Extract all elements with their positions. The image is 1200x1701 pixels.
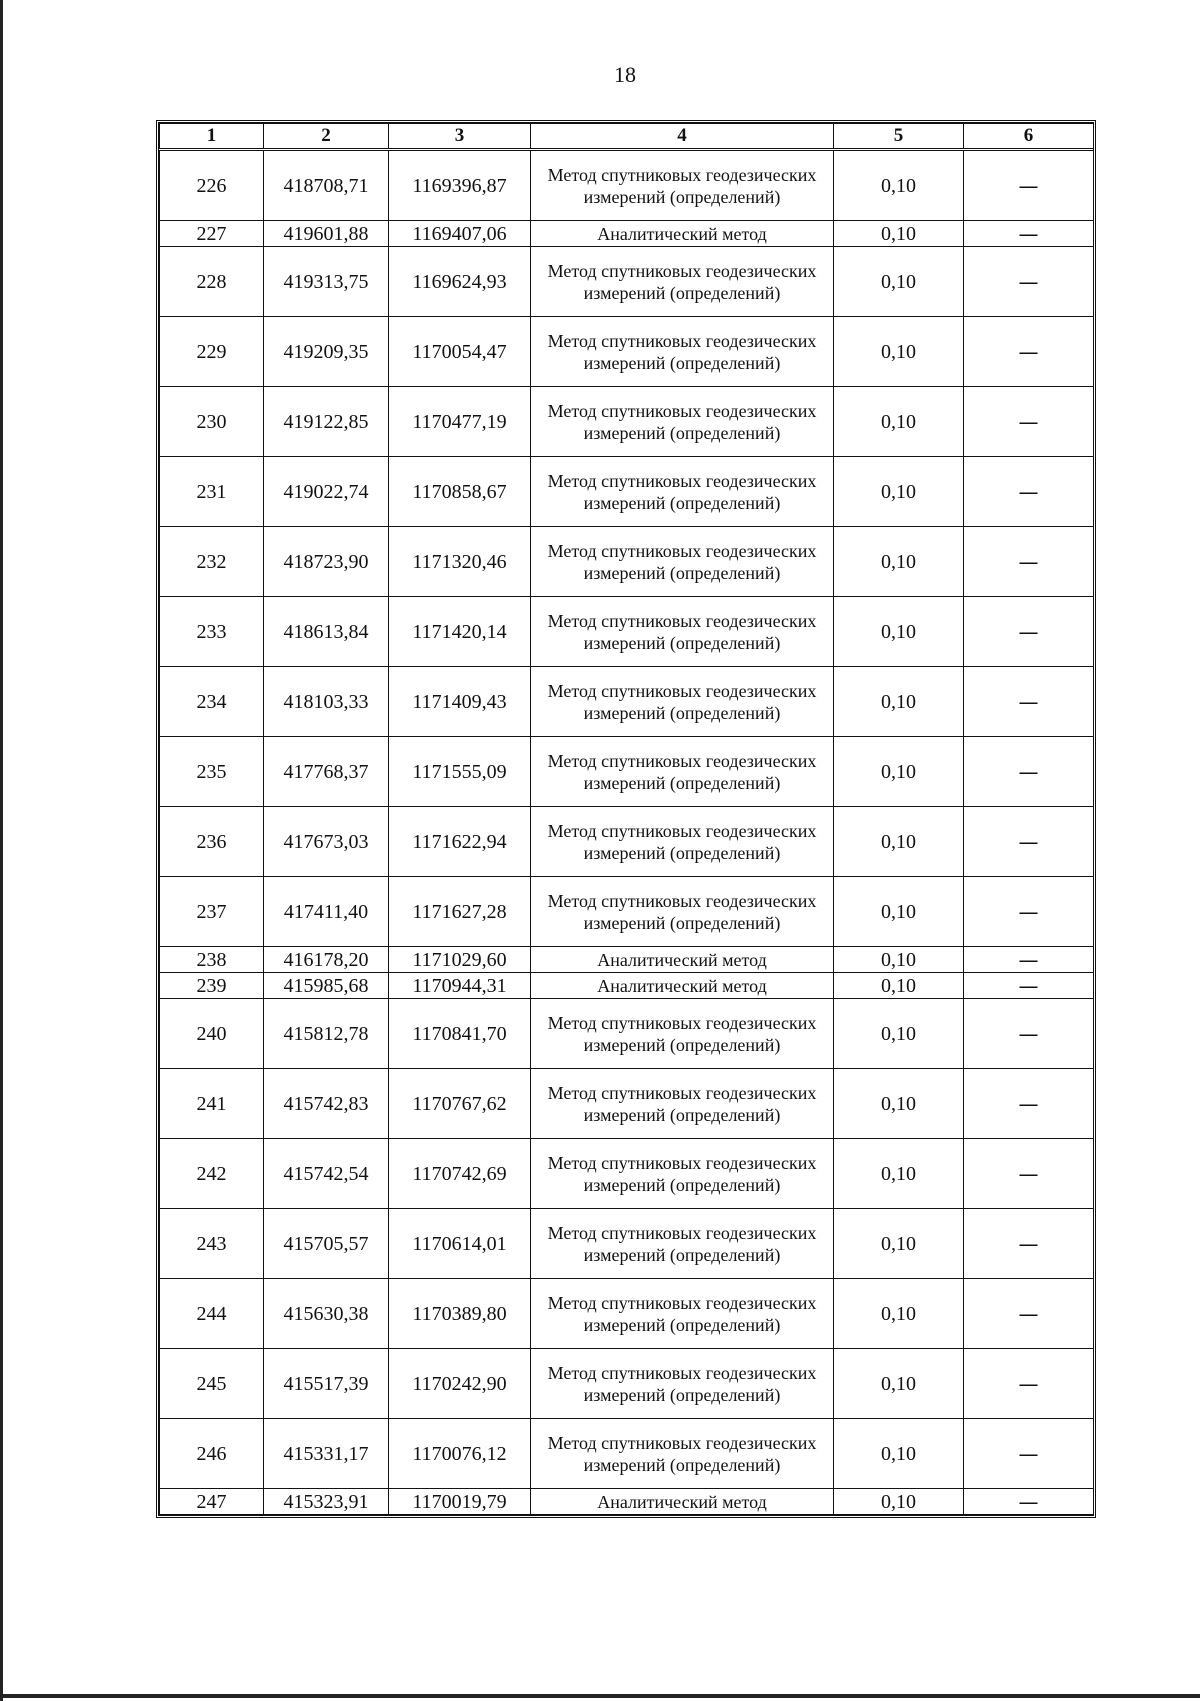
x-coordinate-cell: 418708,71 — [264, 150, 389, 221]
note-cell: — — [964, 317, 1094, 387]
table-row — [160, 597, 1094, 667]
y-coordinate-cell: 1170477,19 — [389, 387, 531, 457]
note-cell: — — [964, 527, 1094, 597]
page-number: 18 — [614, 62, 636, 87]
accuracy-cell: 0,10 — [834, 457, 964, 527]
y-coordinate-cell: 1170841,70 — [389, 999, 531, 1069]
table-row — [160, 1489, 1094, 1515]
y-coordinate-cell: 1169407,06 — [389, 221, 531, 247]
accuracy-cell: 0,10 — [834, 150, 964, 221]
accuracy-cell: 0,10 — [834, 247, 964, 317]
table-row — [160, 667, 1094, 737]
x-coordinate-cell: 415705,57 — [264, 1209, 389, 1279]
point-number-cell: 228 — [160, 247, 264, 317]
accuracy-cell: 0,10 — [834, 999, 964, 1069]
table-row — [160, 737, 1094, 807]
note-cell: — — [964, 1279, 1094, 1349]
accuracy-cell: 0,10 — [834, 1209, 964, 1279]
method-cell: Метод спутниковых геодезических измерений (определений) — [531, 999, 834, 1069]
y-coordinate-cell: 1170242,90 — [389, 1349, 531, 1419]
y-coordinate-cell: 1170054,47 — [389, 317, 531, 387]
y-coordinate-cell: 1171029,60 — [389, 947, 531, 973]
accuracy-cell: 0,10 — [834, 1069, 964, 1139]
x-coordinate-cell: 415742,54 — [264, 1139, 389, 1209]
point-number-cell: 237 — [160, 877, 264, 947]
table-row — [160, 387, 1094, 457]
table-row — [160, 221, 1094, 247]
y-coordinate-cell: 1169396,87 — [389, 150, 531, 221]
point-number-cell: 238 — [160, 947, 264, 973]
note-cell: — — [964, 667, 1094, 737]
y-coordinate-cell: 1171320,46 — [389, 527, 531, 597]
point-number-cell: 245 — [160, 1349, 264, 1419]
x-coordinate-cell: 416178,20 — [264, 947, 389, 973]
column-header: 4 — [531, 124, 834, 150]
note-cell: — — [964, 1489, 1094, 1515]
scan-bottom-edge — [0, 1694, 1200, 1698]
accuracy-cell: 0,10 — [834, 947, 964, 973]
method-cell: Метод спутниковых геодезических измерений (определений) — [531, 527, 834, 597]
table-row — [160, 150, 1094, 221]
y-coordinate-cell: 1170767,62 — [389, 1069, 531, 1139]
x-coordinate-cell: 415331,17 — [264, 1419, 389, 1489]
table-row — [160, 973, 1094, 999]
scan-left-edge — [0, 0, 3, 1701]
column-header: 3 — [389, 124, 531, 150]
method-cell: Метод спутниковых геодезических измерений (определений) — [531, 1349, 834, 1419]
method-cell: Метод спутниковых геодезических измерений (определений) — [531, 807, 834, 877]
table-body — [160, 150, 1094, 1515]
method-cell: Метод спутниковых геодезических измерений (определений) — [531, 150, 834, 221]
note-cell: — — [964, 221, 1094, 247]
table-row — [160, 1279, 1094, 1349]
x-coordinate-cell: 419122,85 — [264, 387, 389, 457]
point-number-cell: 246 — [160, 1419, 264, 1489]
x-coordinate-cell: 419601,88 — [264, 221, 389, 247]
point-number-cell: 233 — [160, 597, 264, 667]
x-coordinate-cell: 418103,33 — [264, 667, 389, 737]
method-cell: Метод спутниковых геодезических измерений (определений) — [531, 387, 834, 457]
note-cell: — — [964, 1209, 1094, 1279]
method-cell: Аналитический метод — [531, 1489, 834, 1515]
table-row — [160, 317, 1094, 387]
table-row — [160, 877, 1094, 947]
y-coordinate-cell: 1170019,79 — [389, 1489, 531, 1515]
note-cell: — — [964, 1419, 1094, 1489]
method-cell: Метод спутниковых геодезических измерений (определений) — [531, 317, 834, 387]
method-cell: Метод спутниковых геодезических измерений (определений) — [531, 1279, 834, 1349]
y-coordinate-cell: 1170076,12 — [389, 1419, 531, 1489]
accuracy-cell: 0,10 — [834, 1419, 964, 1489]
note-cell: — — [964, 247, 1094, 317]
y-coordinate-cell: 1171420,14 — [389, 597, 531, 667]
accuracy-cell: 0,10 — [834, 877, 964, 947]
note-cell: — — [964, 1139, 1094, 1209]
method-cell: Аналитический метод — [531, 973, 834, 999]
point-number-cell: 231 — [160, 457, 264, 527]
column-header: 6 — [964, 124, 1094, 150]
table-row — [160, 947, 1094, 973]
x-coordinate-cell: 415517,39 — [264, 1349, 389, 1419]
accuracy-cell: 0,10 — [834, 221, 964, 247]
note-cell: — — [964, 150, 1094, 221]
point-number-cell: 241 — [160, 1069, 264, 1139]
x-coordinate-cell: 415630,38 — [264, 1279, 389, 1349]
method-cell: Метод спутниковых геодезических измерений (определений) — [531, 597, 834, 667]
table-row — [160, 999, 1094, 1069]
method-cell: Метод спутниковых геодезических измерений (определений) — [531, 457, 834, 527]
method-cell: Метод спутниковых геодезических измерений (определений) — [531, 247, 834, 317]
point-number-cell: 236 — [160, 807, 264, 877]
point-number-cell: 235 — [160, 737, 264, 807]
note-cell: — — [964, 1069, 1094, 1139]
point-number-cell: 229 — [160, 317, 264, 387]
table-row — [160, 457, 1094, 527]
y-coordinate-cell: 1169624,93 — [389, 247, 531, 317]
table-row — [160, 1349, 1094, 1419]
note-cell: — — [964, 1349, 1094, 1419]
table-row — [160, 247, 1094, 317]
point-number-cell: 243 — [160, 1209, 264, 1279]
x-coordinate-cell: 419022,74 — [264, 457, 389, 527]
accuracy-cell: 0,10 — [834, 597, 964, 667]
x-coordinate-cell: 417768,37 — [264, 737, 389, 807]
x-coordinate-cell: 419209,35 — [264, 317, 389, 387]
accuracy-cell: 0,10 — [834, 317, 964, 387]
point-number-cell: 226 — [160, 150, 264, 221]
x-coordinate-cell: 415742,83 — [264, 1069, 389, 1139]
method-cell: Аналитический метод — [531, 947, 834, 973]
method-cell: Метод спутниковых геодезических измерений (определений) — [531, 1069, 834, 1139]
method-cell: Метод спутниковых геодезических измерений (определений) — [531, 1209, 834, 1279]
table-row — [160, 1209, 1094, 1279]
table-row — [160, 527, 1094, 597]
accuracy-cell: 0,10 — [834, 667, 964, 737]
y-coordinate-cell: 1170858,67 — [389, 457, 531, 527]
point-number-cell: 230 — [160, 387, 264, 457]
accuracy-cell: 0,10 — [834, 387, 964, 457]
table-row — [160, 807, 1094, 877]
table-row — [160, 1069, 1094, 1139]
x-coordinate-cell: 415323,91 — [264, 1489, 389, 1515]
accuracy-cell: 0,10 — [834, 973, 964, 999]
point-number-cell: 240 — [160, 999, 264, 1069]
x-coordinate-cell: 417673,03 — [264, 807, 389, 877]
y-coordinate-cell: 1170944,31 — [389, 973, 531, 999]
coordinates-table-frame — [156, 120, 1096, 1518]
table-row — [160, 1419, 1094, 1489]
coordinates-table — [159, 123, 1094, 1515]
accuracy-cell: 0,10 — [834, 527, 964, 597]
note-cell: — — [964, 387, 1094, 457]
table-header-row — [160, 124, 1094, 150]
note-cell: — — [964, 807, 1094, 877]
point-number-cell: 242 — [160, 1139, 264, 1209]
point-number-cell: 227 — [160, 221, 264, 247]
note-cell: — — [964, 597, 1094, 667]
x-coordinate-cell: 419313,75 — [264, 247, 389, 317]
column-header: 5 — [834, 124, 964, 150]
note-cell: — — [964, 877, 1094, 947]
method-cell: Метод спутниковых геодезических измерений (определений) — [531, 877, 834, 947]
note-cell: — — [964, 457, 1094, 527]
method-cell: Метод спутниковых геодезических измерений (определений) — [531, 737, 834, 807]
x-coordinate-cell: 418723,90 — [264, 527, 389, 597]
accuracy-cell: 0,10 — [834, 1489, 964, 1515]
x-coordinate-cell: 418613,84 — [264, 597, 389, 667]
table-row — [160, 1139, 1094, 1209]
accuracy-cell: 0,10 — [834, 1279, 964, 1349]
accuracy-cell: 0,10 — [834, 1139, 964, 1209]
y-coordinate-cell: 1171622,94 — [389, 807, 531, 877]
y-coordinate-cell: 1171555,09 — [389, 737, 531, 807]
note-cell: — — [964, 973, 1094, 999]
note-cell: — — [964, 999, 1094, 1069]
column-header: 1 — [160, 124, 264, 150]
method-cell: Метод спутниковых геодезических измерений (определений) — [531, 667, 834, 737]
method-cell: Метод спутниковых геодезических измерений (определений) — [531, 1419, 834, 1489]
y-coordinate-cell: 1171409,43 — [389, 667, 531, 737]
x-coordinate-cell: 415985,68 — [264, 973, 389, 999]
x-coordinate-cell: 417411,40 — [264, 877, 389, 947]
point-number-cell: 234 — [160, 667, 264, 737]
method-cell: Аналитический метод — [531, 221, 834, 247]
y-coordinate-cell: 1170389,80 — [389, 1279, 531, 1349]
y-coordinate-cell: 1171627,28 — [389, 877, 531, 947]
y-coordinate-cell: 1170742,69 — [389, 1139, 531, 1209]
accuracy-cell: 0,10 — [834, 737, 964, 807]
accuracy-cell: 0,10 — [834, 1349, 964, 1419]
column-header: 2 — [264, 124, 389, 150]
note-cell: — — [964, 737, 1094, 807]
accuracy-cell: 0,10 — [834, 807, 964, 877]
note-cell: — — [964, 947, 1094, 973]
point-number-cell: 247 — [160, 1489, 264, 1515]
method-cell: Метод спутниковых геодезических измерений (определений) — [531, 1139, 834, 1209]
point-number-cell: 244 — [160, 1279, 264, 1349]
point-number-cell: 232 — [160, 527, 264, 597]
point-number-cell: 239 — [160, 973, 264, 999]
y-coordinate-cell: 1170614,01 — [389, 1209, 531, 1279]
x-coordinate-cell: 415812,78 — [264, 999, 389, 1069]
